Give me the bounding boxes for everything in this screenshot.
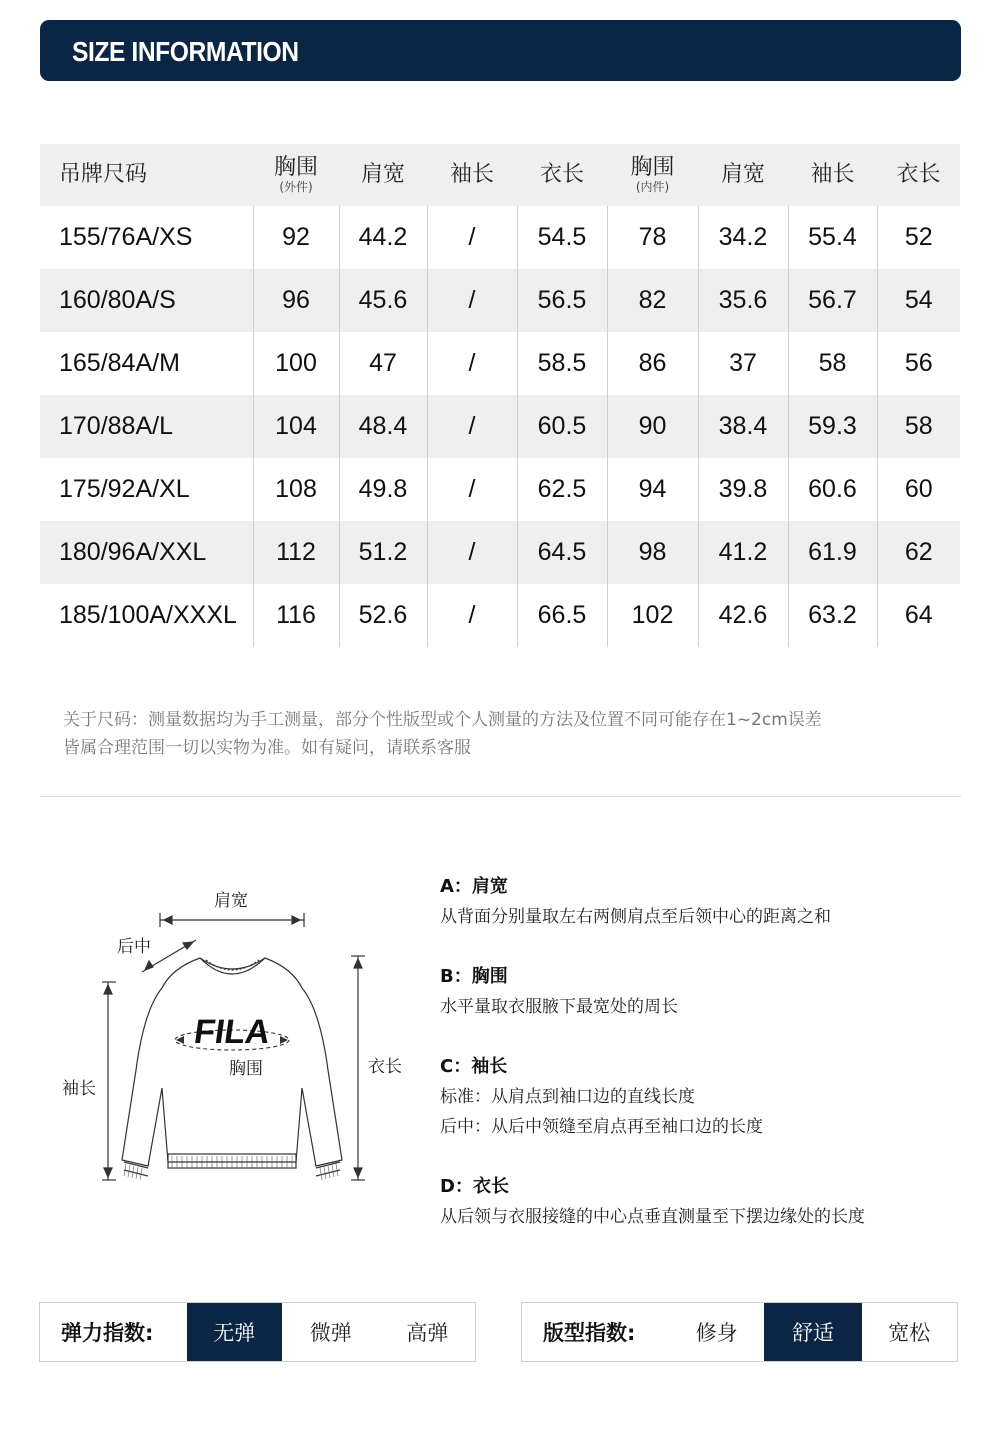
elasticity-option: 无弹 (187, 1303, 282, 1361)
fit-option: 宽松 (888, 1321, 931, 1345)
measurement-cell: 90 (607, 395, 698, 458)
measurement-cell: 100 (253, 332, 339, 395)
fit-option: 修身 (695, 1321, 738, 1345)
measurement-cell: 64 (877, 584, 960, 647)
size-note (63, 706, 955, 762)
measurement-cell: 86 (607, 332, 698, 395)
definition-text: 从后领与衣服接缝的中心点垂直测量至下摆边缘处的长度 (440, 1207, 865, 1227)
measurement-cell: 58 (788, 332, 877, 395)
size-label-cell: 155/76A/XS (59, 223, 193, 251)
measurement-cell: / (427, 269, 517, 332)
measurement-cell: 112 (253, 521, 339, 584)
header-cell: 吊牌尺码 (40, 144, 253, 206)
size-label-cell: 175/92A/XL (59, 475, 190, 503)
measurement-cell: 47 (339, 332, 427, 395)
measurement-cell: 60.5 (517, 395, 607, 458)
measurement-cell: 44.2 (339, 206, 427, 269)
size-label-cell: 160/80A/S (40, 269, 253, 332)
header-bar (40, 20, 961, 81)
measurement-cell: 102 (607, 584, 698, 647)
definition-text: 水平量取衣服腋下最宽处的周长 (440, 997, 678, 1017)
size-label-cell: 180/96A/XXL (40, 521, 253, 584)
header-cell: 胸围 (内件) (607, 144, 698, 206)
measurement-cell: 37 (698, 332, 788, 395)
table-header-row (40, 144, 960, 206)
elasticity-index (39, 1302, 476, 1362)
measurement-cell: 54.5 (517, 206, 607, 269)
measurement-cell: / (427, 332, 517, 395)
definition-text: 后中：从后中领缝至肩点再至袖口边的长度 (440, 1117, 763, 1137)
size-label-cell: 165/84A/M (59, 349, 180, 377)
measurement-cell: 60 (877, 458, 960, 521)
measurement-cell: 96 (253, 269, 339, 332)
size-label-cell: 185/100A/XXXL (59, 601, 237, 629)
measurement-cell: / (427, 458, 517, 521)
measurement-cell: 56 (877, 332, 960, 395)
note-line: 关于尺码：测量数据均为手工测量，部分个性版型或个人测量的方法及位置不同可能存在1~2cm误差 (63, 710, 822, 730)
definition-title: B：胸围 (440, 966, 508, 987)
measurement-cell: 42.6 (698, 584, 788, 647)
measurement-diagram (40, 870, 420, 1210)
elasticity-option: 微弹 (309, 1321, 352, 1345)
sleeve-label: 袖长 (62, 1079, 96, 1099)
header-cell: 肩宽 (339, 144, 427, 206)
header-cell: 袖长 (427, 144, 517, 206)
measurement-cell: / (427, 584, 517, 647)
elasticity-label: 弹力指数: (61, 1321, 154, 1345)
measurement-cell: 52 (877, 206, 960, 269)
sweatshirt-illustration (40, 870, 420, 1210)
measurement-cell: 41.2 (698, 521, 788, 584)
measurement-cell: 39.8 (698, 458, 788, 521)
definition-block (440, 962, 980, 1022)
shoulder-label: 肩宽 (214, 891, 248, 911)
definition-title: A：肩宽 (440, 876, 508, 897)
measurement-cell: 56.7 (788, 269, 877, 332)
definition-text: 标准：从肩点到袖口边的直线长度 (440, 1087, 695, 1107)
measurement-cell: 64.5 (517, 521, 607, 584)
measurement-cell: 60.6 (788, 458, 877, 521)
table-row (40, 332, 960, 395)
collar-rib (200, 958, 265, 974)
elasticity-option: 高弹 (406, 1321, 449, 1345)
definition-block (440, 1172, 980, 1232)
fit-index (521, 1302, 958, 1362)
measurement-cell: 82 (607, 269, 698, 332)
back-center-label: 后中 (117, 937, 151, 957)
length-label: 衣长 (368, 1057, 402, 1077)
measurement-cell: 108 (253, 458, 339, 521)
fit-option: 舒适 (764, 1303, 861, 1361)
table-row (40, 395, 960, 458)
header-title: SIZE INFORMATION (72, 36, 299, 67)
measurement-cell: 58.5 (517, 332, 607, 395)
measurement-cell: 56.5 (517, 269, 607, 332)
measurement-cell: 51.2 (339, 521, 427, 584)
measurement-cell: 45.6 (339, 269, 427, 332)
size-table (40, 144, 960, 647)
table-row (40, 584, 960, 647)
header-cell: 肩宽 (698, 144, 788, 206)
header-cell: 胸围 (外件) (253, 144, 339, 206)
header-cell: 衣长 (877, 144, 960, 206)
measurement-cell: 94 (607, 458, 698, 521)
measurement-cell: 61.9 (788, 521, 877, 584)
measurement-cell: 92 (253, 206, 339, 269)
measurement-cell: / (427, 395, 517, 458)
definition-title: C：袖长 (440, 1056, 508, 1077)
measurement-cell: 116 (253, 584, 339, 647)
measurement-cell: / (427, 521, 517, 584)
measurement-cell: 48.4 (339, 395, 427, 458)
measurement-cell: 52.6 (339, 584, 427, 647)
measurement-cell: 66.5 (517, 584, 607, 647)
measurement-cell: 58 (877, 395, 960, 458)
measurement-cell: 78 (607, 206, 698, 269)
header-cell: 袖长 (788, 144, 877, 206)
measurement-cell: 62.5 (517, 458, 607, 521)
note-line: 皆属合理范围一切以实物为准。如有疑问，请联系客服 (63, 738, 471, 758)
measurement-cell: 34.2 (698, 206, 788, 269)
fila-logo: FILA (191, 1013, 273, 1051)
measurement-cell: 104 (253, 395, 339, 458)
definition-block (440, 872, 980, 932)
size-label-cell: 170/88A/L (40, 395, 253, 458)
measurement-cell: / (427, 206, 517, 269)
definition-block (440, 1052, 980, 1142)
measurement-cell: 63.2 (788, 584, 877, 647)
measurement-cell: 59.3 (788, 395, 877, 458)
measurement-cell: 35.6 (698, 269, 788, 332)
chest-label: 胸围 (229, 1059, 263, 1079)
measurement-cell: 98 (607, 521, 698, 584)
measurement-cell: 38.4 (698, 395, 788, 458)
table-row (40, 206, 960, 269)
table-row (40, 269, 960, 332)
measurement-cell: 54 (877, 269, 960, 332)
definition-text: 从背面分别量取左右两侧肩点至后领中心的距离之和 (440, 907, 831, 927)
table-row (40, 458, 960, 521)
fit-label: 版型指数: (543, 1321, 636, 1345)
header-cell: 衣长 (517, 144, 607, 206)
section-divider (40, 796, 961, 797)
table-row (40, 521, 960, 584)
measurement-cell: 55.4 (788, 206, 877, 269)
definition-title: D：衣长 (440, 1176, 509, 1197)
measurement-cell: 62 (877, 521, 960, 584)
measurement-cell: 49.8 (339, 458, 427, 521)
measurement-definitions (440, 872, 980, 1262)
